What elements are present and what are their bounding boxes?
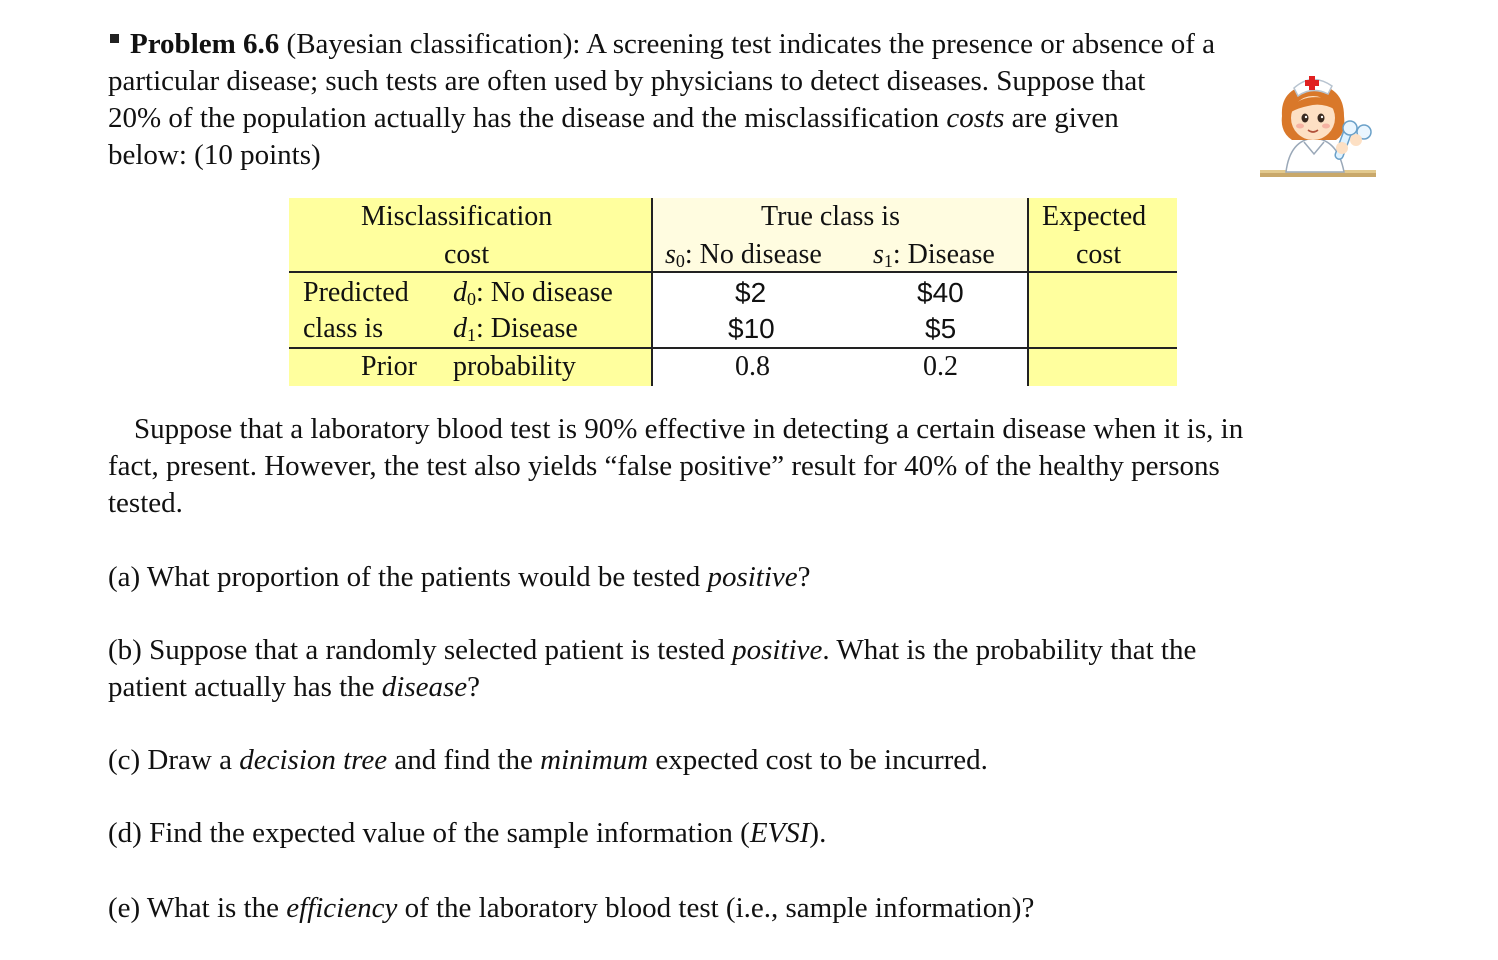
cost-d1-s1: $5 [925,313,957,344]
prior-s0: 0.8 [735,351,770,382]
expected-cost-header-line-2: cost [1076,239,1122,270]
corner-header-line-2: cost [444,239,490,270]
problem-line-2: particular disease; such tests are often used by physicians to detect diseases. Suppose that [108,65,1146,97]
paragraph-line-3: tested. [108,487,183,519]
expected-cost-header-line-1: Expected [1042,201,1147,232]
question-b-line-1: (b) Suppose that a randomly selected patient is tested positive. What is the probability that the [108,634,1197,666]
paragraph-line-1: Suppose that a laboratory blood test is 90% effective in detecting a certain disease when it is, in [134,413,1244,445]
cost-d1-s0: $10 [728,313,775,344]
cost-d0-s0: $2 [735,277,767,308]
question-d: (d) Find the expected value of the sample information (EVSI). [108,817,827,849]
d1-label: $d_1$: Disease [453,313,578,345]
s1-header: $s_1$: Disease [873,239,995,271]
problem-line-1: Problem 6.6 (Bayesian classification): A screening test indicates the presence or absence of a [130,28,1215,60]
corner-header-line-1: Misclassification [361,201,553,232]
question-e: (e) What is the efficiency of the laboratory blood test (i.e., sample information)? [108,892,1035,924]
predicted-label-line-2: class is [303,313,384,344]
predicted-label-line-1: Predicted [303,277,409,308]
question-b-line-2: patient actually has the disease? [108,671,481,703]
misclassification-cost-table [289,198,1177,386]
nurse-icon [1256,68,1380,180]
question-c: (c) Draw a decision tree and find the minimum expected cost to be incurred. [108,744,988,776]
paragraph-line-2: fact, present. However, the test also yields “false positive” result for 40% of the healthy persons [108,450,1220,482]
s0-header: $s_0$: No disease [665,239,822,271]
prior-s1: 0.2 [923,351,958,382]
true-class-header: True class is [761,201,900,232]
question-a: (a) What proportion of the patients would be tested positive? [108,561,811,593]
prior-label-word-1: Prior [361,351,417,382]
prior-label-word-2: probability [453,351,576,382]
problem-line-3: 20% of the population actually has the disease and the misclassification costs are given [108,102,1119,134]
bullet-icon [110,34,119,43]
problem-line-4: below: (10 points) [108,139,321,171]
cost-d0-s1: $40 [917,277,964,308]
problem-title: Problem 6.6 [130,28,280,60]
d0-label: $d_0$: No disease [453,277,613,309]
